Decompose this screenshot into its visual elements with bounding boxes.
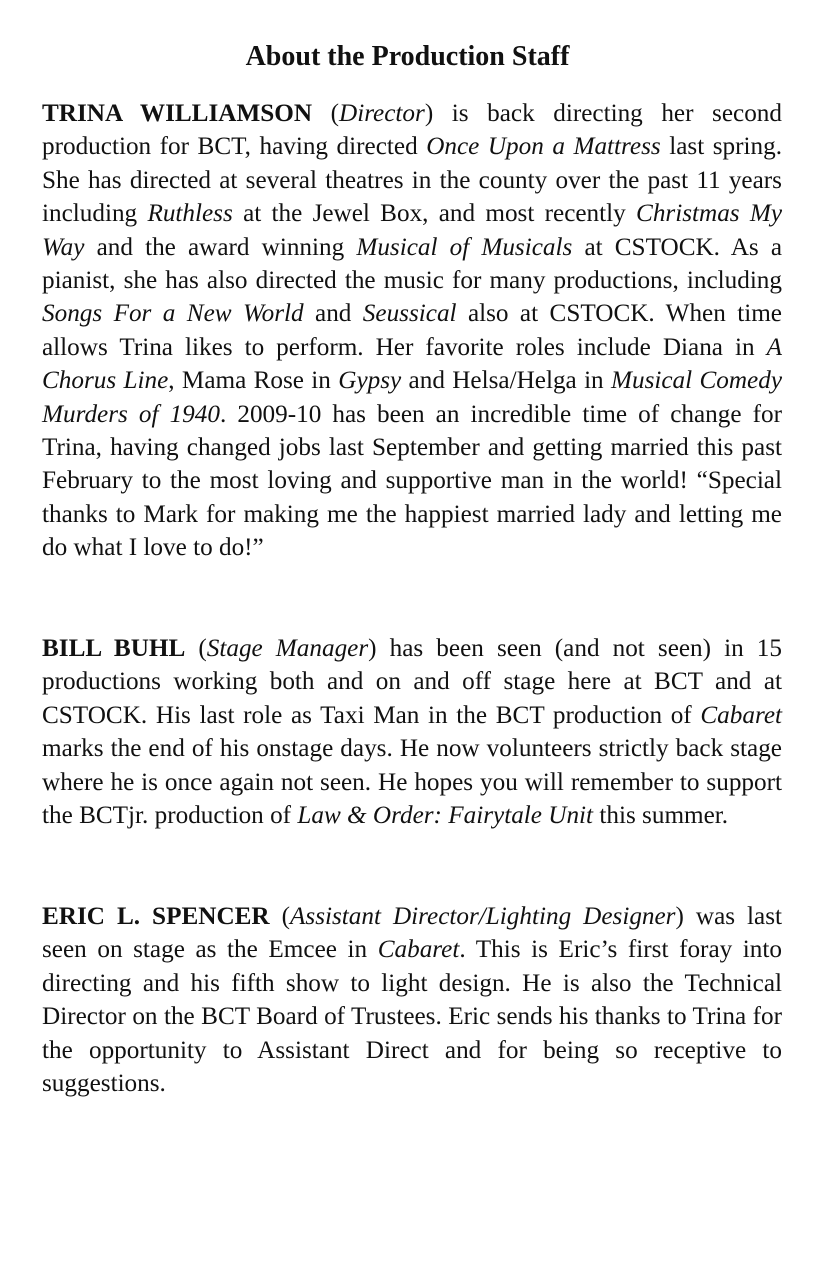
production-title: Songs For a New World	[42, 300, 304, 328]
bio-text: was last seen on stage as the Emcee in	[42, 903, 783, 964]
bio-role: Assistant Director/Lighting Designer	[290, 903, 676, 930]
bio-text: at the Jewel Box, and most recently	[243, 200, 626, 228]
page-title: About the Production Staff	[245, 41, 570, 72]
production-title: Ruthless	[147, 200, 233, 228]
bio-text: and	[315, 300, 352, 328]
production-title: Law & Order: Fairytale Unit	[297, 802, 594, 830]
production-title: Musical of Musicals	[356, 233, 573, 261]
bio-role: Director	[339, 100, 425, 127]
bio-text: also at CSTOCK. When time allows Trina likes to perform. Her favorite roles include Diana in	[42, 300, 782, 361]
production-title: A Chorus Line	[42, 333, 782, 395]
bio-text: . This is Eric’s first foray into directing and his fifth show to light design. He is also the Technical Director on the BCT Board of Trustees. Eric sends his thanks to Trina for the opportunity to Assistant Direct and for being so receptive to suggestions.	[42, 936, 782, 1098]
bio-text: and Helsa/Helga in	[408, 367, 604, 395]
bio-name: BILL BUHL	[42, 635, 186, 662]
bio-text: has been seen (and not seen) in 15 productions working both and on and off stage here at BCT and at CSTOCK. His last role as Taxi Man in the BCT production of	[42, 635, 782, 729]
production-title: Cabaret	[700, 701, 783, 729]
production-title: Cabaret	[377, 936, 460, 964]
production-title: Seussical	[362, 300, 457, 328]
bio-text: last spring. She has directed at several theatres in the county over the past 11 years including	[42, 133, 783, 228]
production-title: Gypsy	[338, 367, 402, 395]
bio-text: at CSTOCK. As a pianist, she has also directed the music for many productions, including	[42, 233, 783, 295]
production-title: Musical Comedy Murders of 1940	[42, 367, 783, 428]
production-title: Once Upon a Mattress	[426, 133, 661, 161]
bio-text: . 2009-10 has been an incredible time of change for Trina, having changed jobs last September and getting married this past February to the most loving and supportive man in the world! “Special thanks to Mark for making me the happiest married lady and letting me do what I love to do!”	[42, 400, 783, 562]
bio-name: TRINA WILLIAMSON	[42, 100, 313, 127]
bio-text: this summer.	[599, 802, 729, 830]
bio-text: is back directing her second production for BCT, having directed	[42, 100, 782, 161]
production-title: Christmas My Way	[42, 200, 783, 261]
bio-eric-spencer: ERIC L. SPENCER (Assistant Director/Lighting Designer) was last seen on stage as the Emcee in Cabaret. This is Eric’s first foray into directing and his fifth show to light design. He is also the Technical Director on the BCT Board of Trustees. Eric sends his thanks to Trina for the opportunity to Assistant Direct and for being so receptive to suggestions.	[42, 903, 783, 1098]
bio-trina-williamson: TRINA WILLIAMSON (Director) is back directing her second production for BCT, having directed Once Upon a Mattress last spring. She has directed at several theatres in the county over the past 11 years including Ruthless at the Jewel Box, and most recently Christmas My Way and the award winning Musical of Musicals at CSTOCK. As a pianist, she has also directed the music for many productions, including Songs For a New World and Seussical also at CSTOCK. When time allows Trina likes to perform. Her favorite roles include Diana in A Chorus Line, Mama Rose in Gypsy and Helsa/Helga in Musical Comedy Murders of 1940. 2009-10 has been an incredible time of change for Trina, having changed jobs last September and getting married this past February to the most loving and supportive man in the world! “Special thanks to Mark for making me the happiest married lady and letting me do what I love to do!”	[42, 100, 783, 562]
bio-role: Stage Manager	[206, 635, 369, 662]
bio-text: marks the end of his onstage days. He now volunteers strictly back stage where he is once again not seen. He hopes you will remember to support the BCTjr. production of	[42, 735, 782, 830]
bio-bill-buhl: BILL BUHL (Stage Manager) has been seen (and not seen) in 15 productions working both and on and off stage here at BCT and at CSTOCK. His last role as Taxi Man in the BCT production of Cabaret marks the end of his onstage days. He now volunteers strictly back stage where he is once again not seen. He hopes you will remember to support the BCTjr. production of Law & Order: Fairytale Unit this summer.	[42, 635, 783, 830]
bio-text: and the award winning	[96, 233, 345, 261]
bio-text: , Mama Rose in	[168, 367, 331, 395]
bio-name: ERIC L. SPENCER	[42, 903, 270, 930]
